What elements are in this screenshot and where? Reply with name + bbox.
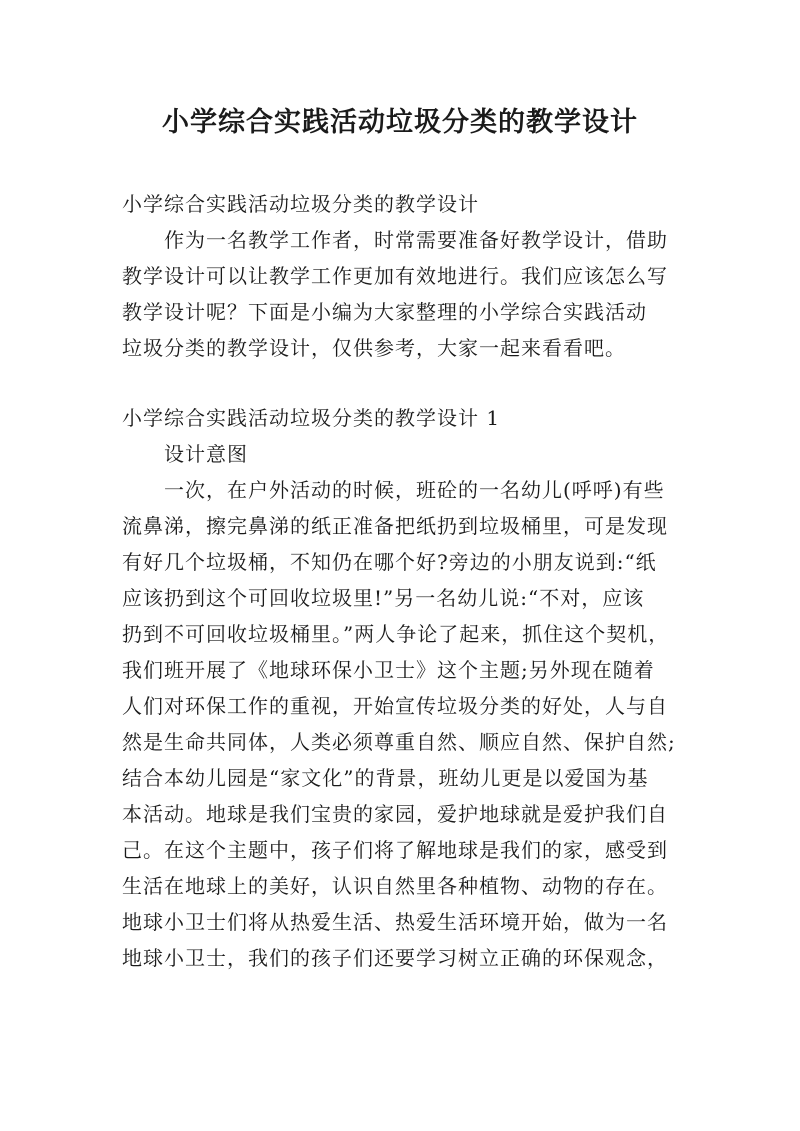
body-line: 己。在这个主题中，孩子们将了解地球是我们的家，感受到 [122, 838, 668, 862]
intro-line: 教学设计可以让教学工作更加有效地进行。我们应该怎么写 [122, 264, 668, 288]
body-line: 我们班开展了《地球环保小卫士》这个主题;另外现在随着 [122, 658, 655, 682]
document-title: 小学综合实践活动垃圾分类的教学设计 [162, 107, 638, 138]
body-line: 流鼻涕，擦完鼻涕的纸正准备把纸扔到垃圾桶里，可是发现 [122, 514, 668, 538]
body-line: 有好几个垃圾桶，不知仍在哪个好?旁边的小朋友说到:“纸 [122, 550, 657, 574]
body-line: 地球小卫士们将从热爱生活、热爱生活环境开始，做为一名 [122, 910, 668, 934]
intro-line: 教学设计呢？下面是小编为大家整理的小学综合实践活动 [122, 300, 647, 324]
intro-line: 垃圾分类的教学设计，仅供参考，大家一起来看看吧。 [122, 336, 626, 360]
body-line: 应该扔到这个可回收垃圾里!”另一名幼儿说:“不对，应该 [122, 586, 645, 610]
body-line: 生活在地球上的美好，认识自然里各种植物、动物的存在。 [122, 874, 668, 898]
body-line: 一次，在户外活动的时候，班砼的一名幼儿(呼呼)有些 [164, 478, 665, 502]
body-line: 本活动。地球是我们宝贵的家园，爱护地球就是爱护我们自 [122, 802, 668, 826]
intro-line: 作为一名教学工作者，时常需要准备好教学设计，借助 [164, 228, 668, 252]
body-line: 人们对环保工作的重视，开始宣传垃圾分类的好处，人与自 [122, 694, 668, 718]
body-line: 地球小卫士，我们的孩子们还要学习树立正确的环保观念， [122, 946, 668, 970]
document-body [122, 186, 688, 976]
document-subtitle: 小学综合实践活动垃圾分类的教学设计 [122, 192, 479, 216]
body-line: 然是生命共同体，人类必须尊重自然、顺应自然、保护自然; [122, 730, 676, 754]
section-subheading: 设计意图 [164, 442, 248, 466]
paragraph-gap [122, 366, 688, 400]
body-line: 扔到不可回收垃圾桶里。”两人争论了起来，抓住这个契机， [122, 622, 670, 646]
body-line: 结合本幼儿园是“家文化”的背景，班幼儿更是以爱国为基 [122, 766, 649, 790]
section-heading: 小学综合实践活动垃圾分类的教学设计 1 [122, 406, 501, 430]
